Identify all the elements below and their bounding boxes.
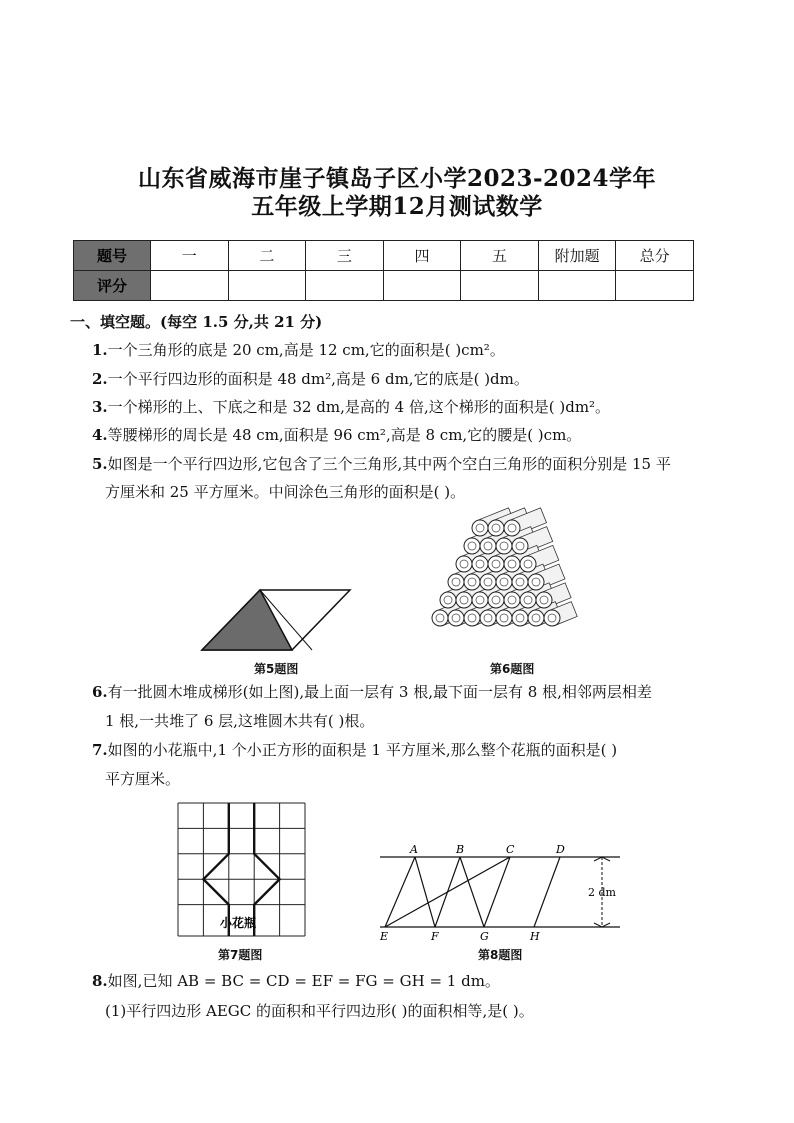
log-end <box>472 592 488 608</box>
question-number: 5. <box>92 455 108 473</box>
column-header: 五 <box>461 241 539 271</box>
question-1 <box>92 340 505 360</box>
question-text: 如图的小花瓶中,1 个小正方形的面积是 1 平方厘米,那么整个花瓶的面积是( ) <box>107 741 618 759</box>
question-5-line2: 方厘米和 25 平方厘米。中间涂色三角形的面积是( )。 <box>105 483 466 501</box>
question-text: 如图,已知 AB = BC = CD = EF = FG = GH = 1 dm。 <box>107 972 500 990</box>
question-text: 如图是一个平行四边形,它包含了三个三角形,其中两个空白三角形的面积分别是 15 平 <box>107 455 671 473</box>
log-end <box>528 574 544 590</box>
score-cell[interactable] <box>228 271 306 301</box>
log-end <box>504 520 520 536</box>
question-number: 4. <box>92 426 108 444</box>
log-end <box>448 610 464 626</box>
log-end <box>504 556 520 572</box>
score-table-score-row <box>74 271 694 301</box>
column-header: 总分 <box>616 241 694 271</box>
log-end <box>464 610 480 626</box>
log-end <box>504 592 520 608</box>
fig5-parallelogram <box>200 588 360 658</box>
log-end <box>488 556 504 572</box>
question-5 <box>92 454 671 474</box>
score-cell[interactable] <box>306 271 384 301</box>
log-end <box>512 610 528 626</box>
fig5-caption: 第5题图 <box>254 662 299 676</box>
score-cell[interactable] <box>383 271 461 301</box>
log-end <box>488 592 504 608</box>
log-end <box>464 574 480 590</box>
log-end <box>528 610 544 626</box>
point-D: D <box>556 843 565 856</box>
score-table <box>73 240 694 301</box>
score-cell[interactable] <box>538 271 616 301</box>
point-A: A <box>410 843 418 856</box>
log-end <box>472 556 488 572</box>
fig8-parallelograms <box>380 845 630 945</box>
fig6-caption: 第6题图 <box>490 662 535 676</box>
question-number: 8. <box>92 972 108 990</box>
score-cell[interactable] <box>616 271 694 301</box>
log-end <box>496 538 512 554</box>
column-header: 一 <box>151 241 229 271</box>
question-4 <box>92 425 581 445</box>
question-3 <box>92 397 610 417</box>
log-end <box>432 610 448 626</box>
log-end <box>456 556 472 572</box>
score-cell[interactable] <box>151 271 229 301</box>
column-header: 二 <box>228 241 306 271</box>
log-end <box>496 610 512 626</box>
height-label: 2 dm <box>588 886 616 899</box>
log-end <box>480 574 496 590</box>
question-2 <box>92 369 529 389</box>
question-number: 1. <box>92 341 108 359</box>
question-number: 3. <box>92 398 108 416</box>
log-end <box>448 574 464 590</box>
question-8 <box>92 971 500 991</box>
fig7-vase-label: 小花瓶 <box>220 916 257 930</box>
question-7 <box>92 740 617 760</box>
question-6-line2: 1 根,一共堆了 6 层,这堆圆木共有( )根。 <box>105 712 375 730</box>
page-title-line1: 山东省威海市崖子镇岛子区小学2023-2024学年 <box>137 165 657 192</box>
score-table-header-row <box>74 241 694 271</box>
log-end <box>512 574 528 590</box>
log-end <box>464 538 480 554</box>
point-E: E <box>380 930 389 943</box>
log-end <box>440 592 456 608</box>
log-end <box>520 592 536 608</box>
column-header: 三 <box>306 241 384 271</box>
section-heading: 一、填空题。(每空 1.5 分,共 21 分) <box>70 313 323 331</box>
question-text: 有一批圆木堆成梯形(如上图),最上面一层有 3 根,最下面一层有 8 根,相邻两层相差 <box>107 683 652 701</box>
fig8-caption: 第8题图 <box>478 948 523 962</box>
column-header: 四 <box>383 241 461 271</box>
fig7-caption: 第7题图 <box>218 948 263 962</box>
question-text: 一个平行四边形的面积是 48 dm²,高是 6 dm,它的底是( )dm。 <box>107 370 529 388</box>
score-cell[interactable] <box>461 271 539 301</box>
log-end <box>480 538 496 554</box>
log-end <box>544 610 560 626</box>
log-end <box>488 520 504 536</box>
question-text: 等腰梯形的周长是 48 cm,面积是 96 cm²,高是 8 cm,它的腰是( )cm。 <box>107 426 582 444</box>
point-H: H <box>530 930 540 943</box>
point-G: G <box>480 930 489 943</box>
row-label-score: 评分 <box>74 271 151 301</box>
question-7-line2: 平方厘米。 <box>105 770 181 788</box>
question-number: 6. <box>92 683 108 701</box>
log-end <box>536 592 552 608</box>
point-F: F <box>431 930 439 943</box>
point-C: C <box>506 843 515 856</box>
question-8-sub1: (1)平行四边形 AEGC 的面积和平行四边形( )的面积相等,是( )。 <box>105 1002 534 1020</box>
page-title-line2: 五年级上学期12月测试数学 <box>251 193 543 220</box>
log-end <box>512 538 528 554</box>
row-label-question-number: 题号 <box>74 241 151 271</box>
log-end <box>456 592 472 608</box>
question-text: 一个梯形的上、下底之和是 32 dm,是高的 4 倍,这个梯形的面积是( )dm²。 <box>107 398 611 416</box>
question-number: 2. <box>92 370 108 388</box>
log-end <box>480 610 496 626</box>
log-end <box>496 574 512 590</box>
log-end <box>472 520 488 536</box>
question-text: 一个三角形的底是 20 cm,高是 12 cm,它的面积是( )cm²。 <box>107 341 505 359</box>
question-6 <box>92 682 652 702</box>
column-header: 附加题 <box>538 241 616 271</box>
log-end <box>520 556 536 572</box>
point-B: B <box>456 843 465 856</box>
fig6-log-pile <box>420 510 620 650</box>
fig7-vase-grid <box>178 803 308 943</box>
question-number: 7. <box>92 741 108 759</box>
